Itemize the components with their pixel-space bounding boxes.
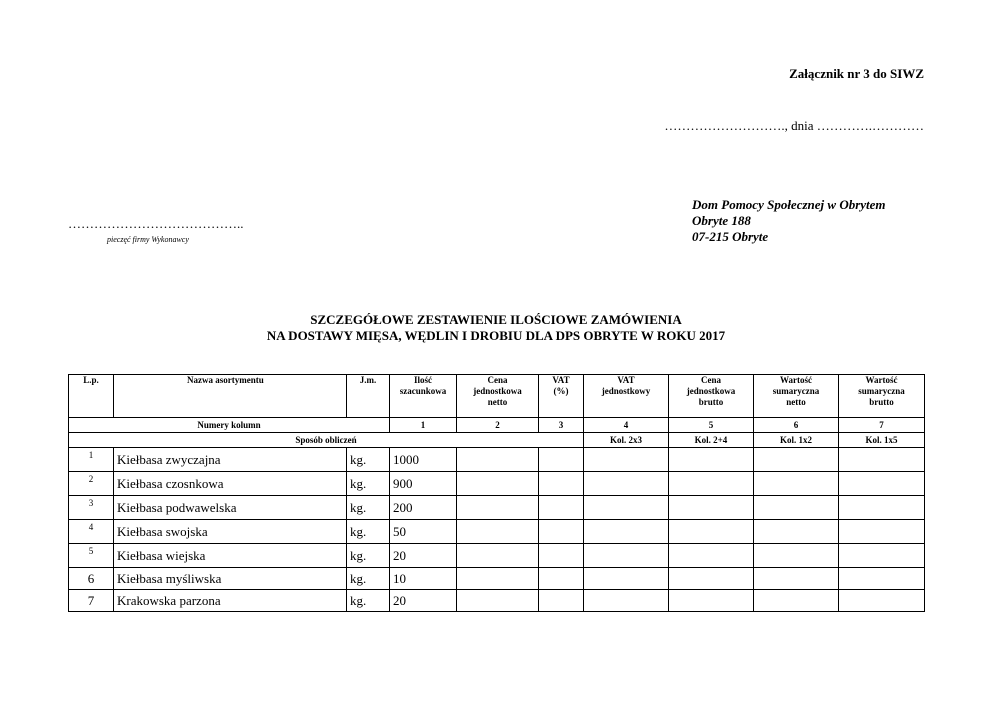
empty-cell xyxy=(754,448,839,472)
column-header-line: sumaryczna xyxy=(858,386,905,396)
empty-cell xyxy=(584,590,669,612)
unit: kg. xyxy=(347,544,390,568)
empty-cell xyxy=(839,590,925,612)
column-header xyxy=(69,375,114,418)
row-number: 7 xyxy=(69,590,114,612)
column-header xyxy=(114,375,347,418)
table-row xyxy=(69,520,925,544)
column-number: 7 xyxy=(839,418,925,433)
empty-cell xyxy=(457,520,539,544)
product-name: Kiełbasa myśliwska xyxy=(114,568,347,590)
column-number: 6 xyxy=(754,418,839,433)
unit: kg. xyxy=(347,448,390,472)
estimated-quantity: 10 xyxy=(390,568,457,590)
unit: kg. xyxy=(347,496,390,520)
product-name: Kiełbasa podwawelska xyxy=(114,496,347,520)
estimated-quantity: 900 xyxy=(390,472,457,496)
empty-cell xyxy=(584,448,669,472)
empty-cell xyxy=(839,496,925,520)
column-header-line: Cena xyxy=(701,375,721,385)
addressee-line: Dom Pomocy Społecznej w Obrytem xyxy=(692,197,886,212)
table-row xyxy=(69,568,925,590)
title-line-2: NA DOSTAWY MIĘSA, WĘDLIN I DROBIU DLA DPS OBRYTE W ROKU 2017 xyxy=(266,328,726,343)
addressee-line: Obryte 188 xyxy=(692,213,751,228)
column-header xyxy=(539,375,584,418)
column-header xyxy=(390,375,457,418)
empty-cell xyxy=(539,520,584,544)
estimated-quantity: 50 xyxy=(390,520,457,544)
table-row xyxy=(69,590,925,612)
column-header xyxy=(839,375,925,418)
empty-cell xyxy=(839,568,925,590)
column-header-line: jednostkowy xyxy=(601,386,651,396)
row-number: 1 xyxy=(69,448,114,472)
order-table xyxy=(68,374,925,612)
column-header-line: Wartość xyxy=(865,375,898,385)
column-header-line: (%) xyxy=(553,386,569,396)
calculation-formula: Kol. 2+4 xyxy=(669,433,754,448)
empty-cell xyxy=(839,544,925,568)
product-name: Kiełbasa czosnkowa xyxy=(114,472,347,496)
column-header xyxy=(669,375,754,418)
empty-cell xyxy=(539,544,584,568)
column-header-line: sumaryczna xyxy=(772,386,820,396)
calculation-formula: Kol. 1x5 xyxy=(839,433,925,448)
empty-cell xyxy=(457,472,539,496)
row-number: 4 xyxy=(69,520,114,544)
empty-cell xyxy=(457,590,539,612)
addressee-line: 07-215 Obryte xyxy=(692,229,769,244)
column-header-line: Wartość xyxy=(780,375,812,385)
row-number: 3 xyxy=(69,496,114,520)
estimated-quantity: 1000 xyxy=(390,448,457,472)
calculation-formula: Kol. 1x2 xyxy=(754,433,839,448)
empty-cell xyxy=(754,520,839,544)
calculation-label: Sposób obliczeń xyxy=(69,433,584,448)
place-date-line: ………………………., dnia ………….………… xyxy=(664,118,924,133)
empty-cell xyxy=(669,544,754,568)
column-header-line: netto xyxy=(487,397,508,407)
estimated-quantity: 200 xyxy=(390,496,457,520)
column-header-line: Cena xyxy=(487,375,508,385)
column-header xyxy=(347,375,390,418)
column-number: 5 xyxy=(669,418,754,433)
unit: kg. xyxy=(347,568,390,590)
column-header-line: J.m. xyxy=(359,375,377,385)
product-name: Kiełbasa zwyczajna xyxy=(114,448,347,472)
empty-cell xyxy=(669,590,754,612)
empty-cell xyxy=(584,520,669,544)
table-row xyxy=(69,496,925,520)
empty-cell xyxy=(754,568,839,590)
empty-cell xyxy=(584,568,669,590)
empty-cell xyxy=(754,472,839,496)
column-header-line: brutto xyxy=(869,397,894,407)
empty-cell xyxy=(584,472,669,496)
column-header xyxy=(457,375,539,418)
table-row xyxy=(69,448,925,472)
column-number: 1 xyxy=(390,418,457,433)
column-header-line: Ilość xyxy=(414,375,432,385)
annex-label: Załącznik nr 3 do SIWZ xyxy=(789,66,924,81)
table-row xyxy=(69,472,925,496)
addressee-block xyxy=(692,197,886,245)
product-name: Kiełbasa swojska xyxy=(114,520,347,544)
column-header-line: L.p. xyxy=(83,375,99,385)
empty-cell xyxy=(457,448,539,472)
column-header-line: brutto xyxy=(698,397,724,407)
table-row xyxy=(69,544,925,568)
column-number: 3 xyxy=(539,418,584,433)
title-line-1: SZCZEGÓŁOWE ZESTAWIENIE ILOŚCIOWE ZAMÓWIENIA xyxy=(310,312,682,327)
empty-cell xyxy=(539,472,584,496)
column-header xyxy=(584,375,669,418)
empty-cell xyxy=(669,472,754,496)
stamp-dotted-line: ………………………………….. xyxy=(68,216,244,231)
column-header xyxy=(754,375,839,418)
column-header-line: netto xyxy=(786,397,806,407)
empty-cell xyxy=(669,568,754,590)
column-header-line: VAT xyxy=(617,375,635,385)
column-header-line: szacunkowa xyxy=(399,386,447,396)
empty-cell xyxy=(669,448,754,472)
unit: kg. xyxy=(347,520,390,544)
empty-cell xyxy=(539,496,584,520)
estimated-quantity: 20 xyxy=(390,590,457,612)
unit: kg. xyxy=(347,472,390,496)
column-number: 4 xyxy=(584,418,669,433)
calculation-row xyxy=(69,433,925,448)
estimated-quantity: 20 xyxy=(390,544,457,568)
column-header-line: jednostkowa xyxy=(473,386,522,396)
empty-cell xyxy=(754,590,839,612)
row-number: 2 xyxy=(69,472,114,496)
row-number: 6 xyxy=(69,568,114,590)
empty-cell xyxy=(754,496,839,520)
empty-cell xyxy=(839,472,925,496)
column-header-line: Nazwa asortymentu xyxy=(187,375,264,385)
empty-cell xyxy=(457,496,539,520)
calculation-formula: Kol. 2x3 xyxy=(584,433,669,448)
empty-cell xyxy=(669,520,754,544)
empty-cell xyxy=(669,496,754,520)
column-number: 2 xyxy=(457,418,539,433)
unit: kg. xyxy=(347,590,390,612)
column-numbers-label: Numery kolumn xyxy=(69,418,390,433)
empty-cell xyxy=(584,544,669,568)
column-numbers-row xyxy=(69,418,925,433)
empty-cell xyxy=(457,568,539,590)
row-number: 5 xyxy=(69,544,114,568)
stamp-caption: pieczęć firmy Wykonawcy xyxy=(107,235,189,244)
document-title xyxy=(0,312,992,344)
empty-cell xyxy=(539,568,584,590)
empty-cell xyxy=(754,544,839,568)
empty-cell xyxy=(539,590,584,612)
empty-cell xyxy=(539,448,584,472)
empty-cell xyxy=(839,448,925,472)
empty-cell xyxy=(839,520,925,544)
product-name: Krakowska parzona xyxy=(114,590,347,612)
column-header-line: jednostkowa xyxy=(686,386,736,396)
column-header-line: VAT xyxy=(552,375,570,385)
empty-cell xyxy=(584,496,669,520)
empty-cell xyxy=(457,544,539,568)
product-name: Kiełbasa wiejska xyxy=(114,544,347,568)
table-header-row xyxy=(69,375,925,418)
